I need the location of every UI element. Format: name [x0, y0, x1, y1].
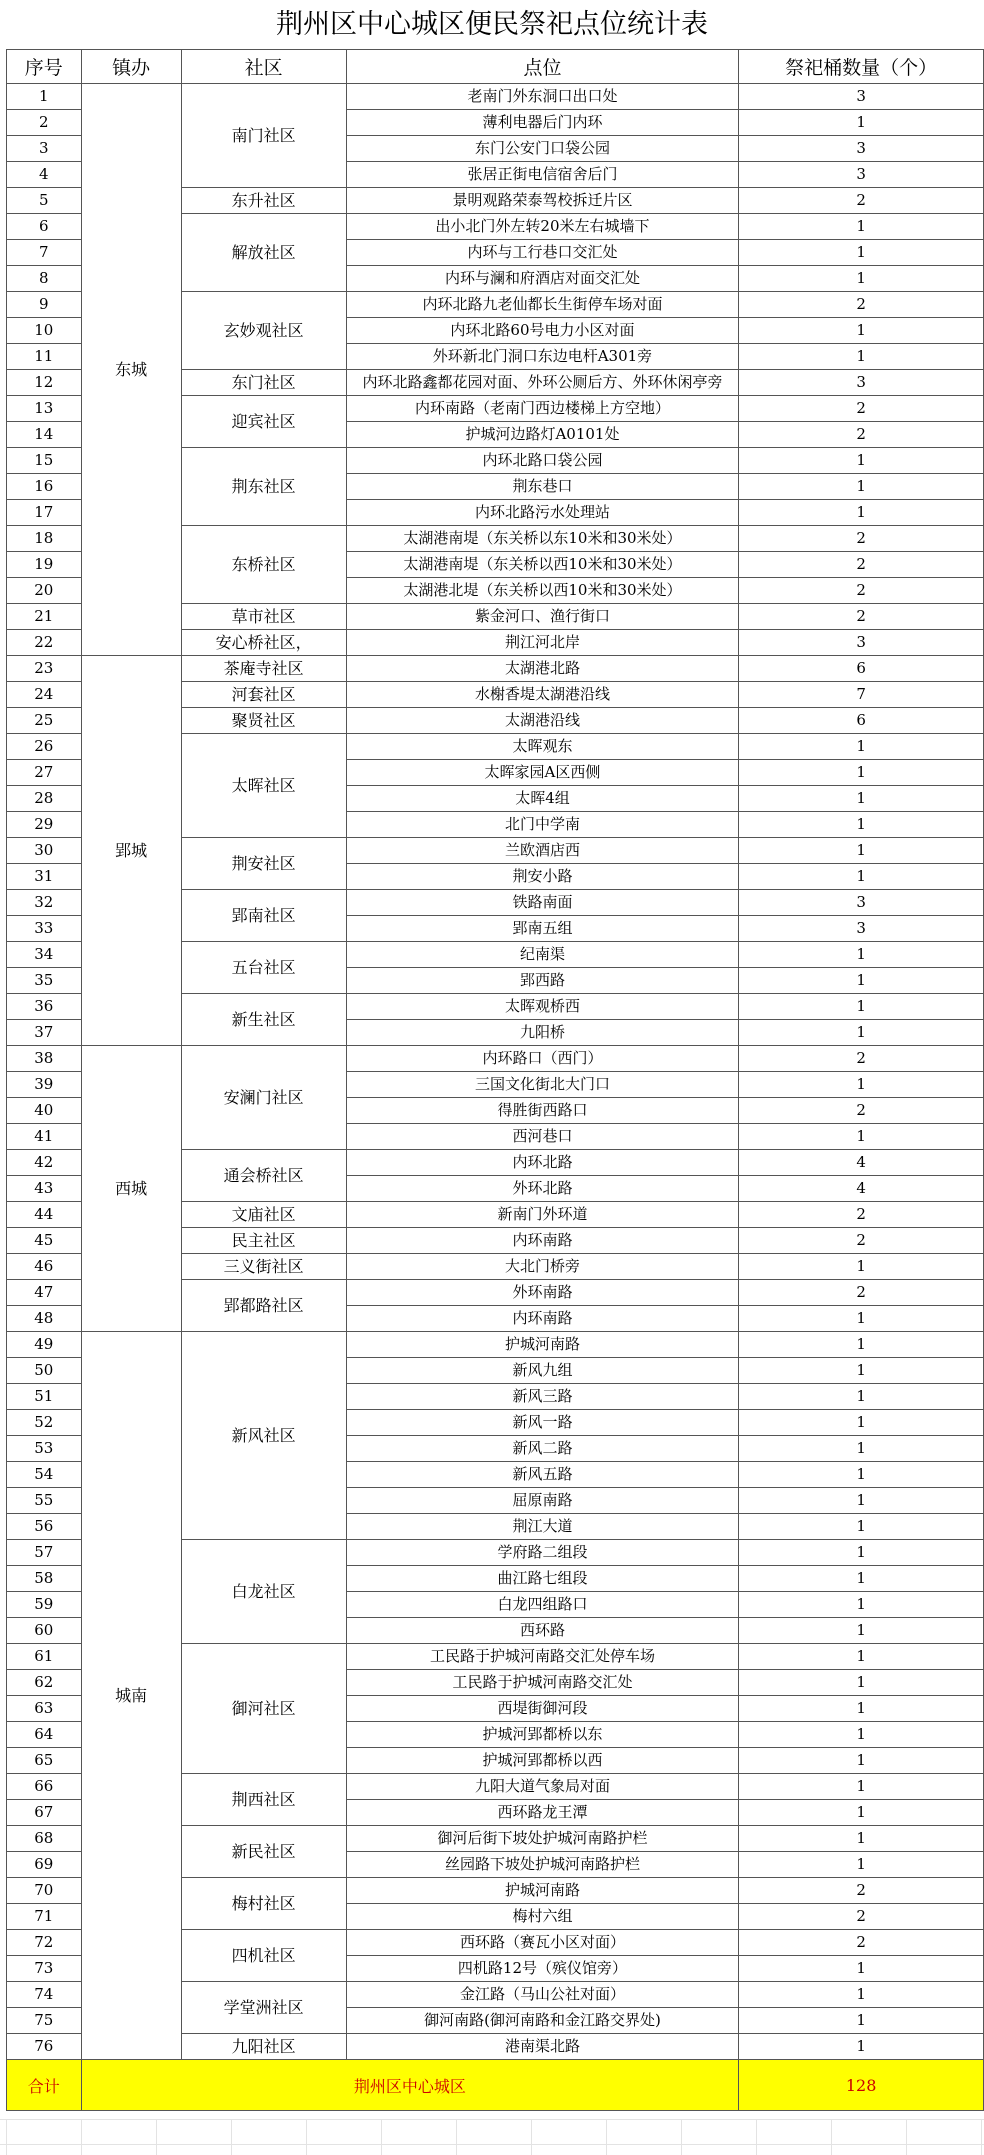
seq-cell: 39	[7, 1072, 82, 1098]
count-cell: 2	[739, 578, 984, 604]
seq-cell: 29	[7, 812, 82, 838]
location-cell: 荆江河北岸	[346, 630, 739, 656]
seq-cell: 70	[7, 1878, 82, 1904]
location-cell: 纪南渠	[346, 942, 739, 968]
count-cell: 3	[739, 370, 984, 396]
location-cell: 工民路于护城河南路交汇处停车场	[346, 1644, 739, 1670]
count-cell: 1	[739, 1514, 984, 1540]
location-cell: 工民路于护城河南路交汇处	[346, 1670, 739, 1696]
location-cell: 太晖4组	[346, 786, 739, 812]
community-cell: 三义街社区	[181, 1254, 346, 1280]
seq-cell: 20	[7, 578, 82, 604]
community-cell: 茶庵寺社区	[181, 656, 346, 682]
header-count: 祭祀桶数量（个）	[739, 50, 984, 84]
location-cell: 内环与澜和府酒店对面交汇处	[346, 266, 739, 292]
count-cell: 1	[739, 1306, 984, 1332]
location-cell: 大北门桥旁	[346, 1254, 739, 1280]
count-cell: 1	[739, 942, 984, 968]
seq-cell: 73	[7, 1956, 82, 1982]
location-cell: 外环南路	[346, 1280, 739, 1306]
count-cell: 2	[739, 422, 984, 448]
count-cell: 2	[739, 1280, 984, 1306]
seq-cell: 50	[7, 1358, 82, 1384]
town-cell: 城南	[81, 1332, 181, 2060]
location-cell: 张居正街电信宿舍后门	[346, 162, 739, 188]
community-cell: 文庙社区	[181, 1202, 346, 1228]
seq-cell: 11	[7, 344, 82, 370]
seq-cell: 24	[7, 682, 82, 708]
count-cell: 1	[739, 734, 984, 760]
count-cell: 1	[739, 1670, 984, 1696]
seq-cell: 19	[7, 552, 82, 578]
community-cell: 四机社区	[181, 1930, 346, 1982]
count-cell: 1	[739, 968, 984, 994]
location-cell: 太湖港南堤（东关桥以东10米和30米处）	[346, 526, 739, 552]
location-cell: 铁路南面	[346, 890, 739, 916]
town-cell: 西城	[81, 1046, 181, 1332]
seq-cell: 17	[7, 500, 82, 526]
seq-cell: 5	[7, 188, 82, 214]
community-cell: 荆西社区	[181, 1774, 346, 1826]
count-cell: 3	[739, 630, 984, 656]
community-cell: 东门社区	[181, 370, 346, 396]
location-cell: 郢南五组	[346, 916, 739, 942]
seq-cell: 7	[7, 240, 82, 266]
seq-cell: 56	[7, 1514, 82, 1540]
count-cell: 1	[739, 240, 984, 266]
count-cell: 1	[739, 1254, 984, 1280]
town-cell: 郢城	[81, 656, 181, 1046]
community-cell: 东升社区	[181, 188, 346, 214]
seq-cell: 66	[7, 1774, 82, 1800]
count-cell: 1	[739, 994, 984, 1020]
seq-cell: 18	[7, 526, 82, 552]
seq-cell: 21	[7, 604, 82, 630]
seq-cell: 69	[7, 1852, 82, 1878]
seq-cell: 40	[7, 1098, 82, 1124]
location-cell: 内环北路口袋公园	[346, 448, 739, 474]
seq-cell: 1	[7, 84, 82, 110]
count-cell: 1	[739, 1566, 984, 1592]
community-cell: 解放社区	[181, 214, 346, 292]
seq-cell: 63	[7, 1696, 82, 1722]
location-cell: 内环北路污水处理站	[346, 500, 739, 526]
seq-cell: 55	[7, 1488, 82, 1514]
count-cell: 1	[739, 1826, 984, 1852]
count-cell: 7	[739, 682, 984, 708]
community-cell: 东桥社区	[181, 526, 346, 604]
count-cell: 2	[739, 396, 984, 422]
location-cell: 新南门外环道	[346, 1202, 739, 1228]
seq-cell: 53	[7, 1436, 82, 1462]
location-cell: 内环北路	[346, 1150, 739, 1176]
seq-cell: 62	[7, 1670, 82, 1696]
count-cell: 2	[739, 1878, 984, 1904]
count-cell: 2	[739, 552, 984, 578]
location-cell: 内环南路	[346, 1228, 739, 1254]
seq-cell: 33	[7, 916, 82, 942]
location-cell: 西环路	[346, 1618, 739, 1644]
location-cell: 东门公安门口袋公园	[346, 136, 739, 162]
location-cell: 西环路龙王潭	[346, 1800, 739, 1826]
count-cell: 3	[739, 84, 984, 110]
seq-cell: 52	[7, 1410, 82, 1436]
community-cell: 五台社区	[181, 942, 346, 994]
table-row	[7, 1046, 984, 1072]
community-cell: 草市社区	[181, 604, 346, 630]
location-cell: 丝园路下坡处护城河南路护栏	[346, 1852, 739, 1878]
community-cell: 南门社区	[181, 84, 346, 188]
location-cell: 九阳大道气象局对面	[346, 1774, 739, 1800]
count-cell: 1	[739, 2034, 984, 2060]
count-cell: 1	[739, 1358, 984, 1384]
location-cell: 御河南路(御河南路和金江路交界处)	[346, 2008, 739, 2034]
count-cell: 2	[739, 188, 984, 214]
seq-cell: 74	[7, 1982, 82, 2008]
header-seq: 序号	[7, 50, 82, 84]
location-cell: 太湖港南堤（东关桥以西10米和30米处）	[346, 552, 739, 578]
location-cell: 白龙四组路口	[346, 1592, 739, 1618]
count-cell: 1	[739, 214, 984, 240]
seq-cell: 36	[7, 994, 82, 1020]
seq-cell: 25	[7, 708, 82, 734]
location-cell: 西环路（赛瓦小区对面）	[346, 1930, 739, 1956]
table-row	[7, 656, 984, 682]
seq-cell: 75	[7, 2008, 82, 2034]
seq-cell: 41	[7, 1124, 82, 1150]
seq-cell: 38	[7, 1046, 82, 1072]
location-cell: 护城河郢都桥以东	[346, 1722, 739, 1748]
community-cell: 学堂洲社区	[181, 1982, 346, 2034]
location-cell: 老南门外东洞口出口处	[346, 84, 739, 110]
location-cell: 太晖家园A区西侧	[346, 760, 739, 786]
location-cell: 护城河郢都桥以西	[346, 1748, 739, 1774]
seq-cell: 10	[7, 318, 82, 344]
location-cell: 内环北路九老仙都长生街停车场对面	[346, 292, 739, 318]
count-cell: 2	[739, 604, 984, 630]
count-cell: 1	[739, 1488, 984, 1514]
count-cell: 1	[739, 266, 984, 292]
location-cell: 太湖港北堤（东关桥以西10米和30米处）	[346, 578, 739, 604]
location-cell: 荆安小路	[346, 864, 739, 890]
count-cell: 4	[739, 1176, 984, 1202]
community-cell: 玄妙观社区	[181, 292, 346, 370]
count-cell: 1	[739, 500, 984, 526]
location-cell: 北门中学南	[346, 812, 739, 838]
location-cell: 曲江路七组段	[346, 1566, 739, 1592]
seq-cell: 45	[7, 1228, 82, 1254]
header-row	[7, 50, 984, 84]
seq-cell: 3	[7, 136, 82, 162]
empty-grid-area	[0, 2119, 984, 2155]
seq-cell: 8	[7, 266, 82, 292]
count-cell: 1	[739, 1410, 984, 1436]
seq-cell: 72	[7, 1930, 82, 1956]
count-cell: 1	[739, 1852, 984, 1878]
community-cell: 荆东社区	[181, 448, 346, 526]
count-cell: 1	[739, 1436, 984, 1462]
count-cell: 2	[739, 1046, 984, 1072]
seq-cell: 61	[7, 1644, 82, 1670]
count-cell: 3	[739, 890, 984, 916]
header-community: 社区	[181, 50, 346, 84]
seq-cell: 26	[7, 734, 82, 760]
location-cell: 三国文化街北大门口	[346, 1072, 739, 1098]
seq-cell: 43	[7, 1176, 82, 1202]
count-cell: 1	[739, 1644, 984, 1670]
count-cell: 1	[739, 1462, 984, 1488]
community-cell: 梅村社区	[181, 1878, 346, 1930]
count-cell: 1	[739, 1774, 984, 1800]
seq-cell: 42	[7, 1150, 82, 1176]
count-cell: 1	[739, 2008, 984, 2034]
community-cell: 郢都路社区	[181, 1280, 346, 1332]
header-location: 点位	[346, 50, 739, 84]
count-cell: 2	[739, 1098, 984, 1124]
seq-cell: 64	[7, 1722, 82, 1748]
location-cell: 新风二路	[346, 1436, 739, 1462]
count-cell: 1	[739, 1332, 984, 1358]
location-cell: 外环北路	[346, 1176, 739, 1202]
community-cell: 聚贤社区	[181, 708, 346, 734]
count-cell: 1	[739, 1800, 984, 1826]
seq-cell: 44	[7, 1202, 82, 1228]
header-town: 镇办	[81, 50, 181, 84]
count-cell: 3	[739, 136, 984, 162]
total-count: 128	[739, 2060, 984, 2111]
location-cell: 护城河南路	[346, 1878, 739, 1904]
seq-cell: 47	[7, 1280, 82, 1306]
statistics-table	[6, 49, 984, 2111]
seq-cell: 4	[7, 162, 82, 188]
seq-cell: 59	[7, 1592, 82, 1618]
count-cell: 1	[739, 812, 984, 838]
seq-cell: 27	[7, 760, 82, 786]
location-cell: 金江路（马山公社对面）	[346, 1982, 739, 2008]
location-cell: 港南渠北路	[346, 2034, 739, 2060]
count-cell: 1	[739, 1020, 984, 1046]
location-cell: 内环北路60号电力小区对面	[346, 318, 739, 344]
count-cell: 1	[739, 1722, 984, 1748]
town-cell: 东城	[81, 84, 181, 656]
community-cell: 新民社区	[181, 1826, 346, 1878]
location-cell: 出小北门外左转20米左右城墙下	[346, 214, 739, 240]
seq-cell: 22	[7, 630, 82, 656]
count-cell: 2	[739, 1904, 984, 1930]
seq-cell: 2	[7, 110, 82, 136]
count-cell: 2	[739, 1228, 984, 1254]
location-cell: 紫金河口、渔行街口	[346, 604, 739, 630]
seq-cell: 28	[7, 786, 82, 812]
location-cell: 郢西路	[346, 968, 739, 994]
community-cell: 御河社区	[181, 1644, 346, 1774]
count-cell: 1	[739, 1592, 984, 1618]
seq-cell: 48	[7, 1306, 82, 1332]
count-cell: 1	[739, 1072, 984, 1098]
location-cell: 兰欧酒店西	[346, 838, 739, 864]
table-row	[7, 84, 984, 110]
community-cell: 河套社区	[181, 682, 346, 708]
total-area: 荆州区中心城区	[81, 2060, 739, 2111]
seq-cell: 71	[7, 1904, 82, 1930]
community-cell: 迎宾社区	[181, 396, 346, 448]
location-cell: 太晖观东	[346, 734, 739, 760]
location-cell: 新风一路	[346, 1410, 739, 1436]
count-cell: 1	[739, 474, 984, 500]
count-cell: 1	[739, 1384, 984, 1410]
count-cell: 2	[739, 1202, 984, 1228]
seq-cell: 58	[7, 1566, 82, 1592]
count-cell: 2	[739, 1930, 984, 1956]
location-cell: 护城河边路灯A0101处	[346, 422, 739, 448]
community-cell: 新风社区	[181, 1332, 346, 1540]
community-cell: 白龙社区	[181, 1540, 346, 1644]
seq-cell: 37	[7, 1020, 82, 1046]
community-cell: 九阳社区	[181, 2034, 346, 2060]
location-cell: 内环南路（老南门西边楼梯上方空地）	[346, 396, 739, 422]
seq-cell: 65	[7, 1748, 82, 1774]
location-cell: 内环与工行巷口交汇处	[346, 240, 739, 266]
seq-cell: 16	[7, 474, 82, 500]
count-cell: 1	[739, 760, 984, 786]
location-cell: 太湖港沿线	[346, 708, 739, 734]
count-cell: 1	[739, 318, 984, 344]
community-cell: 荆安社区	[181, 838, 346, 890]
location-cell: 新风三路	[346, 1384, 739, 1410]
community-cell: 安心桥社区，	[181, 630, 346, 656]
count-cell: 3	[739, 916, 984, 942]
location-cell: 梅村六组	[346, 1904, 739, 1930]
location-cell: 薄利电器后门内环	[346, 110, 739, 136]
count-cell: 1	[739, 1748, 984, 1774]
count-cell: 6	[739, 708, 984, 734]
location-cell: 荆东巷口	[346, 474, 739, 500]
seq-cell: 32	[7, 890, 82, 916]
table-row	[7, 1332, 984, 1358]
location-cell: 景明观路荣泰驾校拆迁片区	[346, 188, 739, 214]
count-cell: 1	[739, 344, 984, 370]
count-cell: 1	[739, 1124, 984, 1150]
location-cell: 荆江大道	[346, 1514, 739, 1540]
seq-cell: 15	[7, 448, 82, 474]
count-cell: 1	[739, 1982, 984, 2008]
seq-cell: 51	[7, 1384, 82, 1410]
seq-cell: 12	[7, 370, 82, 396]
location-cell: 内环路口（西门）	[346, 1046, 739, 1072]
seq-cell: 9	[7, 292, 82, 318]
location-cell: 九阳桥	[346, 1020, 739, 1046]
total-row	[7, 2060, 984, 2111]
seq-cell: 46	[7, 1254, 82, 1280]
seq-cell: 57	[7, 1540, 82, 1566]
location-cell: 外环新北门洞口东边电杆A301旁	[346, 344, 739, 370]
location-cell: 学府路二组段	[346, 1540, 739, 1566]
count-cell: 4	[739, 1150, 984, 1176]
location-cell: 护城河南路	[346, 1332, 739, 1358]
count-cell: 2	[739, 292, 984, 318]
seq-cell: 30	[7, 838, 82, 864]
seq-cell: 34	[7, 942, 82, 968]
count-cell: 1	[739, 448, 984, 474]
count-cell: 2	[739, 526, 984, 552]
location-cell: 太湖港北路	[346, 656, 739, 682]
seq-cell: 68	[7, 1826, 82, 1852]
count-cell: 3	[739, 162, 984, 188]
location-cell: 四机路12号（殡仪馆旁）	[346, 1956, 739, 1982]
count-cell: 1	[739, 1696, 984, 1722]
location-cell: 水榭香堤太湖港沿线	[346, 682, 739, 708]
location-cell: 西堤街御河段	[346, 1696, 739, 1722]
count-cell: 1	[739, 786, 984, 812]
seq-cell: 23	[7, 656, 82, 682]
seq-cell: 49	[7, 1332, 82, 1358]
seq-cell: 31	[7, 864, 82, 890]
table-body	[7, 84, 984, 2060]
seq-cell: 6	[7, 214, 82, 240]
community-cell: 太晖社区	[181, 734, 346, 838]
total-label: 合计	[7, 2060, 82, 2111]
location-cell: 内环北路鑫都花园对面、外环公厕后方、外环休闲亭旁	[346, 370, 739, 396]
location-cell: 内环南路	[346, 1306, 739, 1332]
seq-cell: 13	[7, 396, 82, 422]
location-cell: 太晖观桥西	[346, 994, 739, 1020]
location-cell: 屈原南路	[346, 1488, 739, 1514]
location-cell: 新风九组	[346, 1358, 739, 1384]
seq-cell: 76	[7, 2034, 82, 2060]
community-cell: 新生社区	[181, 994, 346, 1046]
community-cell: 安澜门社区	[181, 1046, 346, 1150]
count-cell: 1	[739, 1540, 984, 1566]
count-cell: 6	[739, 656, 984, 682]
community-cell: 通会桥社区	[181, 1150, 346, 1202]
seq-cell: 54	[7, 1462, 82, 1488]
seq-cell: 35	[7, 968, 82, 994]
location-cell: 得胜街西路口	[346, 1098, 739, 1124]
seq-cell: 67	[7, 1800, 82, 1826]
count-cell: 1	[739, 838, 984, 864]
location-cell: 新风五路	[346, 1462, 739, 1488]
seq-cell: 14	[7, 422, 82, 448]
community-cell: 民主社区	[181, 1228, 346, 1254]
table-title: 荆州区中心城区便民祭祀点位统计表	[276, 9, 708, 40]
location-cell: 御河后街下坡处护城河南路护栏	[346, 1826, 739, 1852]
count-cell: 1	[739, 1956, 984, 1982]
count-cell: 1	[739, 1618, 984, 1644]
count-cell: 1	[739, 110, 984, 136]
location-cell: 西河巷口	[346, 1124, 739, 1150]
seq-cell: 60	[7, 1618, 82, 1644]
count-cell: 1	[739, 864, 984, 890]
community-cell: 郢南社区	[181, 890, 346, 942]
